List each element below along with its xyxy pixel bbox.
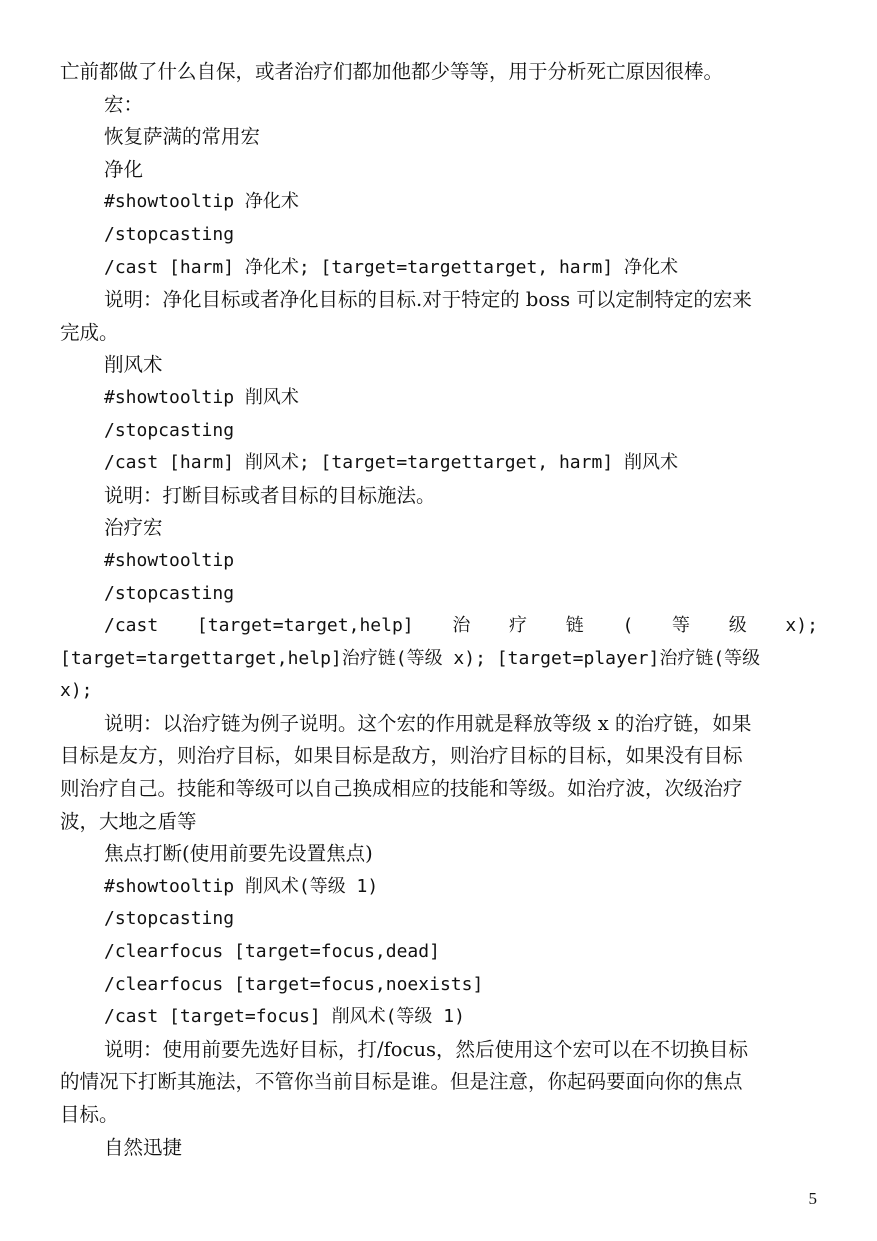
text-line: 亡前都做了什么自保，或者治疗们都加他都少等等，用于分析死亡原因很棒。	[60, 60, 724, 83]
document-page	[60, 56, 818, 1164]
code-token: /cast	[104, 615, 159, 637]
macro-code-line: /cast [harm] 净化术; [target=targettarget, harm] 净化术	[104, 256, 678, 278]
macro-code-line: /clearfocus [target=focus,dead]	[104, 941, 440, 963]
macro-code-line: #showtooltip 削风术(等级 1)	[104, 875, 379, 897]
explanation-line: 完成。	[60, 320, 119, 344]
explanation-line: 波，大地之盾等	[60, 809, 197, 833]
macro-code-line: /stopcasting	[104, 419, 235, 441]
explanation-line: 说明：打断目标或者目标的目标施法。	[104, 483, 436, 507]
code-token: 治	[452, 615, 471, 637]
macro-code-line: #showtooltip	[104, 549, 235, 571]
explanation-line: 目标。	[60, 1103, 119, 1126]
code-token: 级	[728, 615, 747, 637]
macro-code-line: /clearfocus [target=focus,noexists]	[104, 973, 484, 995]
code-token: [target=target,help]	[196, 615, 414, 637]
explanation-line: 说明：净化目标或者净化目标的目标.对于特定的 boss 可以定制特定的宏来	[104, 288, 752, 312]
explanation-line: 说明：使用前要先选好目标，打/focus，然后使用这个宏可以在不切换目标	[104, 1037, 749, 1061]
explanation-line: 说明：以治疗链为例子说明。这个宏的作用就是释放等级 x 的治疗链，如果	[104, 711, 752, 735]
macro-code-line: /stopcasting	[104, 223, 235, 245]
code-token: 链	[565, 615, 584, 637]
macro-title: 焦点打断(使用前要先设置焦点)	[104, 842, 373, 866]
macro-code-line: /cast [harm] 削风术; [target=targettarget, harm] 削风术	[104, 452, 678, 474]
macro-title: 自然迅捷	[104, 1135, 183, 1159]
explanation-line: 则治疗自己。技能和等级可以自己换成相应的技能和等级。如治疗波，次级治疗	[60, 777, 743, 801]
code-token: 疗	[509, 615, 528, 637]
macro-code-line: #showtooltip 净化术	[104, 191, 299, 213]
explanation-line: 目标是友方，则治疗目标，如果目标是敌方，则治疗目标的目标，如果没有目标	[60, 744, 743, 768]
macro-title: 削风术	[104, 353, 163, 377]
macro-code-line: [target=targettarget,help]治疗链(等级 x); [target=player]治疗链(等级	[60, 647, 761, 669]
macro-code-line: /stopcasting	[104, 582, 235, 604]
macro-title: 净化	[104, 157, 144, 181]
macro-code-line: x);	[60, 680, 93, 702]
subheading: 恢复萨满的常用宏	[104, 125, 261, 149]
macro-code-line: #showtooltip 削风术	[104, 386, 299, 408]
macro-code-line-justified	[60, 610, 818, 643]
macro-title: 治疗宏	[104, 516, 163, 540]
code-token: (	[622, 615, 634, 637]
explanation-line: 的情况下打断其施法，不管你当前目标是谁。但是注意，你起码要面向你的焦点	[60, 1070, 743, 1094]
section-heading-macro: 宏：	[104, 92, 144, 116]
code-token: 等	[672, 615, 690, 637]
macro-code-line: /stopcasting	[104, 908, 235, 930]
code-token: x);	[785, 615, 818, 637]
page-number: 5	[808, 1189, 817, 1208]
macro-code-line: /cast [target=focus] 削风术(等级 1)	[104, 1006, 465, 1028]
